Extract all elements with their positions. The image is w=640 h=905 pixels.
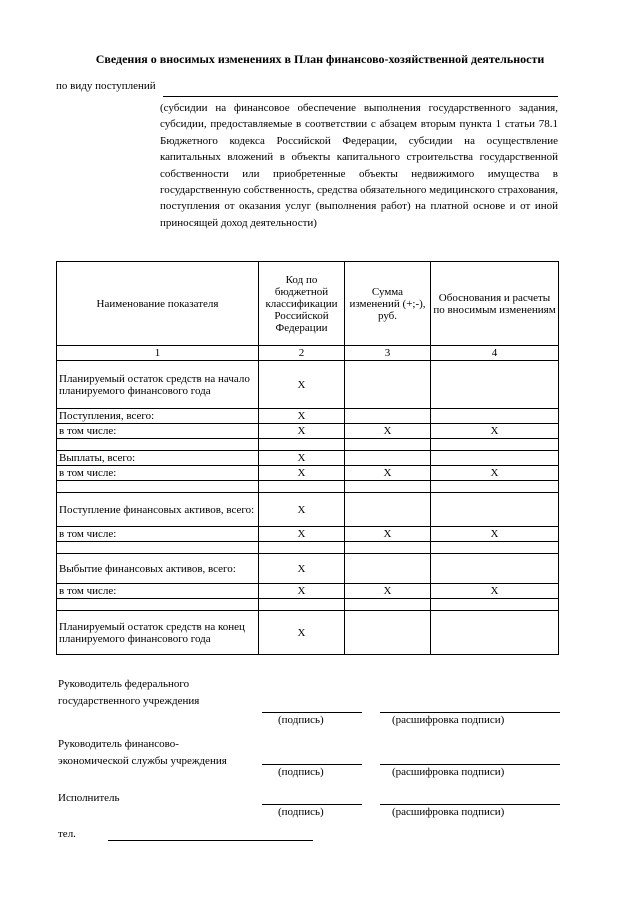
head-of-institution-label: Руководитель федерального государственного учреждения	[58, 678, 200, 707]
row-code: X	[259, 611, 345, 655]
table-row	[57, 481, 559, 493]
row-sum: X	[345, 584, 431, 599]
row-name: Выплаты, всего:	[57, 451, 259, 466]
row-basis	[431, 542, 559, 554]
row-basis: X	[431, 584, 559, 599]
by-receipt-label: по виду поступлений	[56, 80, 156, 92]
table-row	[57, 466, 559, 481]
row-sum: X	[345, 527, 431, 542]
row-sum	[345, 493, 431, 527]
row-sum	[345, 439, 431, 451]
head-signature-line	[262, 712, 362, 713]
head-signature-caption: (подпись)	[278, 714, 324, 726]
table-row	[57, 584, 559, 599]
row-sum	[345, 611, 431, 655]
executor-signature-line	[262, 804, 362, 805]
row-name: Планируемый остаток средств на начало планируемого финансового года	[57, 361, 259, 409]
row-code: X	[259, 466, 345, 481]
row-code: X	[259, 527, 345, 542]
column-number-row	[57, 346, 559, 361]
table-row	[57, 599, 559, 611]
executor-decoding-line	[380, 804, 560, 805]
executor-signature-caption: (подпись)	[278, 806, 324, 818]
row-code: X	[259, 493, 345, 527]
row-sum: X	[345, 466, 431, 481]
row-basis	[431, 361, 559, 409]
col-number: 1	[57, 346, 259, 361]
row-code	[259, 599, 345, 611]
row-name	[57, 542, 259, 554]
row-name: в том числе:	[57, 527, 259, 542]
table-row	[57, 451, 559, 466]
phone-label: тел.	[58, 828, 76, 840]
finance-decoding-line	[380, 764, 560, 765]
table-row	[57, 493, 559, 527]
col-number: 2	[259, 346, 345, 361]
row-sum	[345, 361, 431, 409]
header-justification: Обоснования и расчеты по вносимым изменениям	[431, 262, 559, 346]
finance-signature-caption: (подпись)	[278, 766, 324, 778]
head-decoding-line	[380, 712, 560, 713]
col-number: 4	[431, 346, 559, 361]
row-basis	[431, 599, 559, 611]
row-name: в том числе:	[57, 466, 259, 481]
row-sum	[345, 554, 431, 584]
row-sum	[345, 481, 431, 493]
header-change-sum: Сумма изменений (+;-), руб.	[345, 262, 431, 346]
finance-signature-line	[262, 764, 362, 765]
row-code: X	[259, 424, 345, 439]
row-sum: X	[345, 424, 431, 439]
document-title: Сведения о вносимых изменениях в План финансово-хозяйственной деятельности	[95, 52, 545, 66]
header-budget-code: Код по бюджетной классификации Российской Федерации	[259, 262, 345, 346]
finance-head-label: Руководитель финансово-экономической службы учреждения	[58, 738, 227, 767]
row-code: X	[259, 409, 345, 424]
table-row	[57, 554, 559, 584]
row-name: Поступление финансовых активов, всего:	[57, 493, 259, 527]
executor-decoding-caption: (расшифровка подписи)	[392, 806, 505, 818]
row-code: X	[259, 554, 345, 584]
row-code: X	[259, 451, 345, 466]
table-header-row	[57, 262, 559, 346]
row-basis	[431, 554, 559, 584]
row-name	[57, 439, 259, 451]
row-code	[259, 439, 345, 451]
row-sum	[345, 451, 431, 466]
row-basis: X	[431, 466, 559, 481]
receipt-type-line	[163, 96, 558, 97]
row-basis	[431, 481, 559, 493]
row-code	[259, 481, 345, 493]
table-row	[57, 424, 559, 439]
finance-decoding-caption: (расшифровка подписи)	[392, 766, 505, 778]
table-row	[57, 409, 559, 424]
row-code	[259, 542, 345, 554]
table-row	[57, 542, 559, 554]
row-basis	[431, 451, 559, 466]
changes-table	[56, 261, 559, 655]
row-name: в том числе:	[57, 424, 259, 439]
row-sum	[345, 409, 431, 424]
row-sum	[345, 542, 431, 554]
table-row	[57, 361, 559, 409]
row-basis: X	[431, 424, 559, 439]
row-basis	[431, 493, 559, 527]
table-row	[57, 611, 559, 655]
phone-line	[108, 840, 313, 841]
col-number: 3	[345, 346, 431, 361]
table-row	[57, 527, 559, 542]
row-basis	[431, 439, 559, 451]
table-row	[57, 439, 559, 451]
row-basis: X	[431, 527, 559, 542]
header-indicator-name: Наименование показателя	[57, 262, 259, 346]
row-code: X	[259, 361, 345, 409]
row-name	[57, 481, 259, 493]
subsidy-description: (субсидии на финансовое обеспечение выполнения государственного задания, субсидии, предоставляемые в соответствии с абзацем вторым пункта 1 статьи 78.1 Бюджетного кодекса Российской Федерации, субсидии на осуществление капитальных вложений в объекты капитального строительства государственной собственности или приобретенные объекты недвижимого имущества в государственную собственность, средства обязательного медицинского страхования, поступления от оказания услуг (выполнения работ) на платной основе и от иной приносящей доход деятельности)	[160, 102, 558, 229]
row-name: Выбытие финансовых активов, всего:	[57, 554, 259, 584]
row-sum	[345, 599, 431, 611]
executor-label: Исполнитель	[58, 792, 120, 804]
row-basis	[431, 409, 559, 424]
row-basis	[431, 611, 559, 655]
row-name: Планируемый остаток средств на конец планируемого финансового года	[57, 611, 259, 655]
row-code: X	[259, 584, 345, 599]
head-decoding-caption: (расшифровка подписи)	[392, 714, 505, 726]
row-name	[57, 599, 259, 611]
row-name: в том числе:	[57, 584, 259, 599]
row-name: Поступления, всего:	[57, 409, 259, 424]
